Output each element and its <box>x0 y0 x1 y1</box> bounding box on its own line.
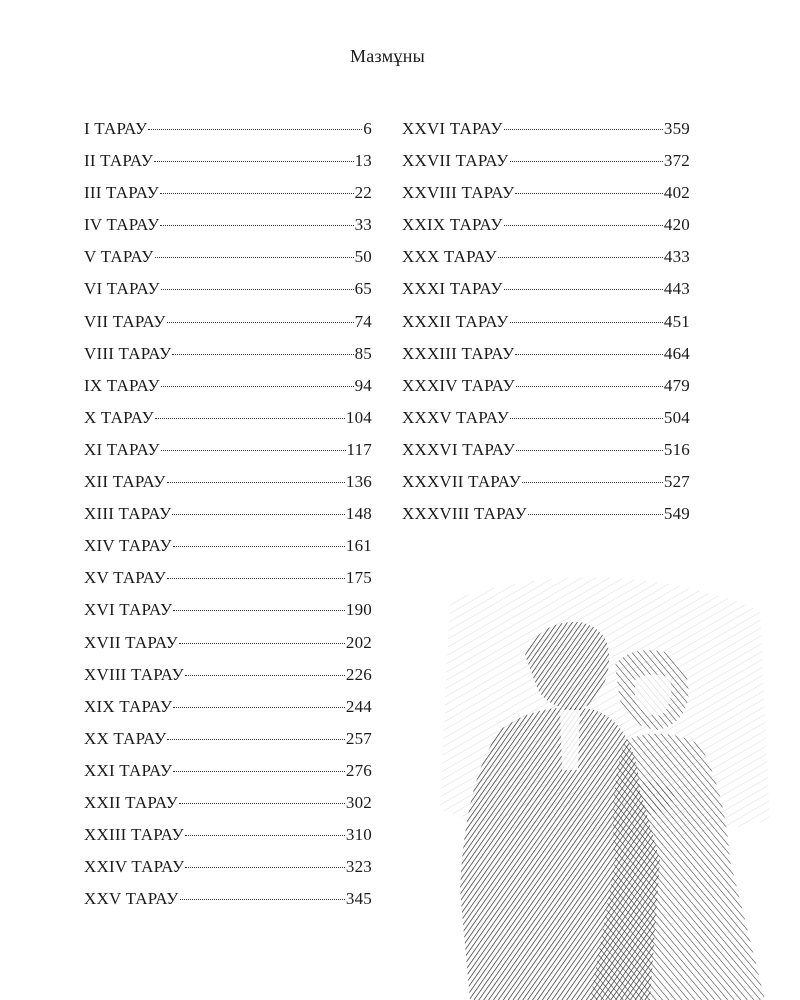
toc-dot-leader <box>148 129 362 130</box>
toc-dot-leader <box>504 225 663 226</box>
toc-chapter-label: XXX ТАРАУ <box>402 247 497 267</box>
toc-chapter-label: I ТАРАУ <box>84 119 148 138</box>
toc-chapter-label: VIII ТАРАУ <box>84 343 172 363</box>
toc-chapter-label: XXII ТАРАУ <box>84 792 179 812</box>
toc-dot-leader <box>172 514 344 515</box>
toc-chapter-label: XIV ТАРАУ <box>84 536 172 556</box>
toc-dot-leader <box>161 450 346 451</box>
toc-chapter-label: IV ТАРАУ <box>84 215 160 235</box>
toc-dot-leader <box>160 193 354 194</box>
toc-chapter-label: IX ТАРАУ <box>84 375 160 395</box>
toc-chapter-label: XV ТАРАУ <box>84 568 167 588</box>
toc-page-number: 420 <box>663 215 690 235</box>
toc-entry <box>84 723 372 755</box>
toc-entry <box>84 273 372 305</box>
toc-entry <box>84 145 372 177</box>
toc-entry <box>84 659 372 691</box>
toc-page-number: 190 <box>345 600 372 620</box>
toc-dot-leader <box>504 289 663 290</box>
toc-entry <box>402 434 690 466</box>
toc-dot-leader <box>154 161 354 162</box>
toc-chapter-label: XXXVI ТАРАУ <box>402 439 516 459</box>
toc-entry <box>402 498 690 530</box>
toc-entry <box>402 370 690 402</box>
toc-page-number: 257 <box>345 728 372 748</box>
toc-entry <box>84 402 372 434</box>
toc-page-number: 136 <box>345 472 372 492</box>
toc-chapter-label: XXXI ТАРАУ <box>402 279 503 299</box>
toc-entry <box>84 338 372 370</box>
toc-entry <box>84 819 372 851</box>
toc-chapter-label: XVII ТАРАУ <box>84 632 179 652</box>
toc-chapter-label: XXXIII ТАРАУ <box>402 343 515 363</box>
toc-entry <box>84 883 372 915</box>
toc-chapter-label: III ТАРАУ <box>84 183 159 203</box>
toc-page-number: 74 <box>354 311 372 331</box>
toc-entry <box>84 466 372 498</box>
toc-chapter-label: XXXII ТАРАУ <box>402 311 509 331</box>
toc-page-number: 372 <box>663 151 690 171</box>
toc-chapter-label: II ТАРАУ <box>84 151 154 171</box>
toc-dot-leader <box>173 610 345 611</box>
toc-page-number: 402 <box>663 183 690 203</box>
toc-dot-leader <box>516 450 663 451</box>
toc-page-number: 65 <box>354 279 372 299</box>
toc-page-number: 527 <box>663 472 690 492</box>
toc-dot-leader <box>167 578 345 579</box>
toc-dot-leader <box>185 675 345 676</box>
toc-page-number: 50 <box>354 247 372 267</box>
toc-dot-leader <box>161 386 354 387</box>
toc-entry <box>84 594 372 626</box>
toc-entry <box>84 177 372 209</box>
toc-chapter-label: XII ТАРАУ <box>84 472 166 492</box>
toc-page-number: 94 <box>354 375 372 395</box>
toc-dot-leader <box>510 161 663 162</box>
toc-dot-leader <box>522 482 663 483</box>
toc-chapter-label: XXVI ТАРАУ <box>402 119 503 138</box>
toc-dot-leader <box>173 707 345 708</box>
toc-entry <box>84 787 372 819</box>
toc-chapter-label: XXXVII ТАРАУ <box>402 472 521 492</box>
toc-entry <box>84 851 372 883</box>
toc-dot-leader <box>155 418 345 419</box>
toc-entry <box>84 691 372 723</box>
toc-entry <box>84 241 372 273</box>
toc-dot-leader <box>167 322 354 323</box>
toc-page-number: 549 <box>663 504 690 524</box>
toc-chapter-label: XXI ТАРАУ <box>84 760 173 780</box>
toc-entry <box>402 241 690 273</box>
toc-dot-leader <box>167 482 345 483</box>
toc-dot-leader <box>179 803 345 804</box>
toc-entry <box>84 627 372 659</box>
toc-page-number: 451 <box>663 311 690 331</box>
toc-page-number: 226 <box>345 664 372 684</box>
toc-entry <box>84 498 372 530</box>
toc-entry <box>402 113 690 145</box>
toc-entry <box>84 209 372 241</box>
toc-chapter-label: XXV ТАРАУ <box>84 889 179 909</box>
toc-entry <box>84 306 372 338</box>
toc-dot-leader <box>173 546 345 547</box>
toc-entry <box>402 466 690 498</box>
toc-page-number: 359 <box>663 119 690 138</box>
toc-entry <box>84 755 372 787</box>
toc-entry <box>84 434 372 466</box>
toc-page-number: 148 <box>345 504 372 524</box>
toc-chapter-label: VI ТАРАУ <box>84 279 160 299</box>
toc-page-number: 504 <box>663 407 690 427</box>
toc-page-number: 443 <box>663 279 690 299</box>
toc-chapter-label: XXXVIII ТАРАУ <box>402 504 527 524</box>
toc-chapter-label: XXXV ТАРАУ <box>402 407 509 427</box>
toc-dot-leader <box>160 225 353 226</box>
toc-chapter-label: XXVIII ТАРАУ <box>402 183 515 203</box>
toc-page-number: 302 <box>345 792 372 812</box>
toc-chapter-label: XXIX ТАРАУ <box>402 215 503 235</box>
toc-page-number: 104 <box>345 407 372 427</box>
toc-column-right <box>402 113 690 530</box>
toc-page-number: 85 <box>354 343 372 363</box>
toc-page-number: 516 <box>663 439 690 459</box>
toc-dot-leader <box>185 835 345 836</box>
toc-dot-leader <box>498 257 663 258</box>
toc-dot-leader <box>528 514 663 515</box>
toc-dot-leader <box>179 643 345 644</box>
toc-page-number: 22 <box>354 183 372 203</box>
toc-page-number: 276 <box>345 760 372 780</box>
toc-entry <box>402 306 690 338</box>
toc-chapter-label: XIX ТАРАУ <box>84 696 173 716</box>
toc-page-number: 33 <box>354 215 372 235</box>
toc-dot-leader <box>504 129 663 130</box>
toc-chapter-label: XI ТАРАУ <box>84 439 160 459</box>
toc-dot-leader <box>167 739 345 740</box>
toc-chapter-label: XVIII ТАРАУ <box>84 664 184 684</box>
toc-page-number: 244 <box>345 696 372 716</box>
toc-entry <box>402 402 690 434</box>
toc-dot-leader <box>510 322 663 323</box>
toc-page-number: 433 <box>663 247 690 267</box>
toc-chapter-label: VII ТАРАУ <box>84 311 166 331</box>
toc-entry <box>402 177 690 209</box>
toc-chapter-label: XXIV ТАРАУ <box>84 857 185 877</box>
toc-chapter-label: X ТАРАУ <box>84 407 154 427</box>
toc-chapter-label: V ТАРАУ <box>84 247 154 267</box>
toc-dot-leader <box>155 257 354 258</box>
toc-entry <box>402 209 690 241</box>
toc-page-number: 310 <box>345 825 372 845</box>
toc-chapter-label: XXIII ТАРАУ <box>84 825 184 845</box>
toc-dot-leader <box>185 867 345 868</box>
toc-entry <box>402 145 690 177</box>
toc-entry <box>402 338 690 370</box>
toc-entry <box>84 370 372 402</box>
page-title: Мазмұны <box>349 46 426 66</box>
toc-chapter-label: XXXIV ТАРАУ <box>402 375 515 395</box>
toc-chapter-label: XXVII ТАРАУ <box>402 151 509 171</box>
toc-dot-leader <box>515 354 663 355</box>
toc-chapter-label: XIII ТАРАУ <box>84 504 172 524</box>
toc-page-number: 345 <box>345 889 372 909</box>
toc-dot-leader <box>161 289 354 290</box>
toc-page-number: 202 <box>345 632 372 652</box>
toc-entry <box>84 562 372 594</box>
toc-page-number: 13 <box>354 151 372 171</box>
toc-page-number: 6 <box>363 119 372 138</box>
toc-dot-leader <box>515 193 663 194</box>
toc-dot-leader <box>510 418 663 419</box>
toc-page-number: 464 <box>663 343 690 363</box>
toc-chapter-label: XVI ТАРАУ <box>84 600 173 620</box>
toc-page-number: 175 <box>345 568 372 588</box>
couple-engraving-illustration <box>430 560 780 1000</box>
toc-page-number: 323 <box>345 857 372 877</box>
toc-dot-leader <box>180 899 345 900</box>
toc-dot-leader <box>172 354 353 355</box>
toc-column-left <box>84 113 372 915</box>
toc-dot-leader <box>516 386 663 387</box>
toc-chapter-label: XX ТАРАУ <box>84 728 167 748</box>
toc-page-number: 117 <box>346 439 372 459</box>
toc-page-number: 479 <box>663 375 690 395</box>
toc-entry <box>84 530 372 562</box>
toc-page-number: 161 <box>345 536 372 556</box>
toc-entry <box>402 273 690 305</box>
toc-dot-leader <box>173 771 345 772</box>
toc-entry <box>84 113 372 145</box>
